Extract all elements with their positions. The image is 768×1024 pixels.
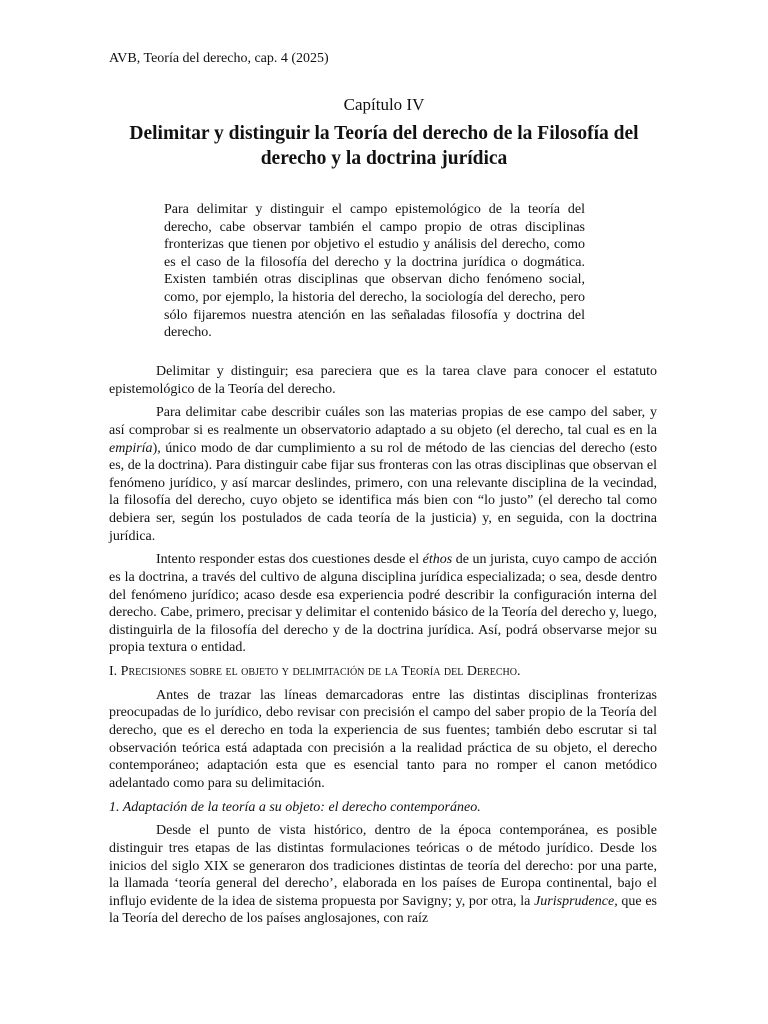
subsection-heading: 1. Adaptación de la teoría a su objeto: el derecho contemporáneo. [109, 799, 481, 815]
chapter-label: Capítulo IV [343, 95, 425, 114]
paragraph-1: Delimitar y distinguir; esa pareciera que es la tarea clave para conocer el estatuto epistemológico de la Teoría del derecho. [109, 364, 657, 397]
paragraph-3 [109, 551, 657, 657]
paragraph-2 [109, 404, 657, 545]
paragraph-5-part-a: Desde el punto de vista histórico, dentro de la época contemporánea, es posible distinguir tres etapas de las distintas formulaciones teóricas o de método jurídico. Desde los inicios del siglo XIX se generaron dos tradiciones distintas de teoría del derecho: por una parte, la llamada ‘teoría general del derecho’, elaborada en los países de Europa continental, bajo el influjo evidente de la idea de sistema propuesta por Savigny; y, por otra, la [109, 823, 657, 909]
paragraph-5 [109, 822, 657, 928]
paragraph-2-part-a: Para delimitar cabe describir cuáles son las materias propias de ese campo del saber, y así comprobar si es realmente un observatorio adaptado a su objeto (el derecho, tal cual es en la [109, 405, 657, 438]
body-text [109, 363, 657, 934]
paragraph-2-part-b: ), único modo de dar cumplimiento a su rol de método de las ciencias del derecho (esto es, de la doctrina). Para distinguir cabe fijar sus fronteras con las otras disciplinas que observan el fenómeno jurídico, y así marcar deslindes, primero, con una relevante disciplina de la vecindad, la filosofía del derecho, cuyo objeto se identifica más bien con “lo justo” (el derecho tal como debiera ser, según los postulados de cada teoría de la justicia) y, en seguida, con la doctrina jurídica. [109, 440, 657, 544]
emphasis-ethos: éthos [422, 552, 453, 568]
running-head: AVB, Teoría del derecho, cap. 4 (2025) [109, 51, 329, 66]
paragraph-3-part-a: Intento responder estas dos cuestiones desde el [156, 552, 423, 568]
paragraph-4: Antes de trazar las líneas demarcadoras entre las distintas disciplinas fronterizas preocupadas de lo jurídico, debo revisar con precisión el campo del saber propio de la Teoría del derecho, que es el derecho en toda la experiencia de sus fuentes; también debo escrutar si tal observación teórica está adaptada con precisión a la realidad práctica de su objeto, el derecho contemporáneo; adaptación esta que es esencial tanto para no romper el canon metódico adelantado como para su delimitación. [109, 687, 657, 791]
paragraph-3-part-b: de un jurista, cuyo campo de acción es la doctrina, a través del cultivo de alguna disciplina jurídica especializada; o sea, desde dentro del fenómeno jurídico; acaso desde esa experiencia podré describir la configuración interna del derecho. Cabe, primero, precisar y delimitar el contenido básico de la Teoría del derecho y, luego, distinguirla de la filosofía del derecho y de la doctrina jurídica. Así, podrá observarse mejor su propia textura o entidad. [109, 552, 657, 656]
section-heading: I. Precisiones sobre el objeto y delimitación de la Teoría del Derecho. [109, 664, 521, 680]
emphasis-empiria: empiría [109, 440, 153, 456]
emphasis-jurisprudence: Jurisprudence [534, 893, 615, 909]
chapter-title: Delimitar y distinguir la Teoría del derecho de la Filosofía del derecho y la doctrina jurídica [129, 123, 639, 169]
chapter-abstract: Para delimitar y distinguir el campo epistemológico de la teoría del derecho, cabe observar también el campo propio de otras disciplinas fronterizas que tienen por objetivo el estudio y análisis del derecho, como es el caso de la filosofía del derecho y la doctrina jurídica o dogmática. Existen también otras disciplinas que observan dicho fenómeno social, como, por ejemplo, la historia del derecho, la sociología del derecho, pero sólo fijaremos nuestra atención en las señaladas filosofía y doctrina del derecho. [164, 202, 585, 341]
paragraph-5-part-b: , que es la Teoría del derecho de los países anglosajones, con raíz [109, 893, 657, 927]
